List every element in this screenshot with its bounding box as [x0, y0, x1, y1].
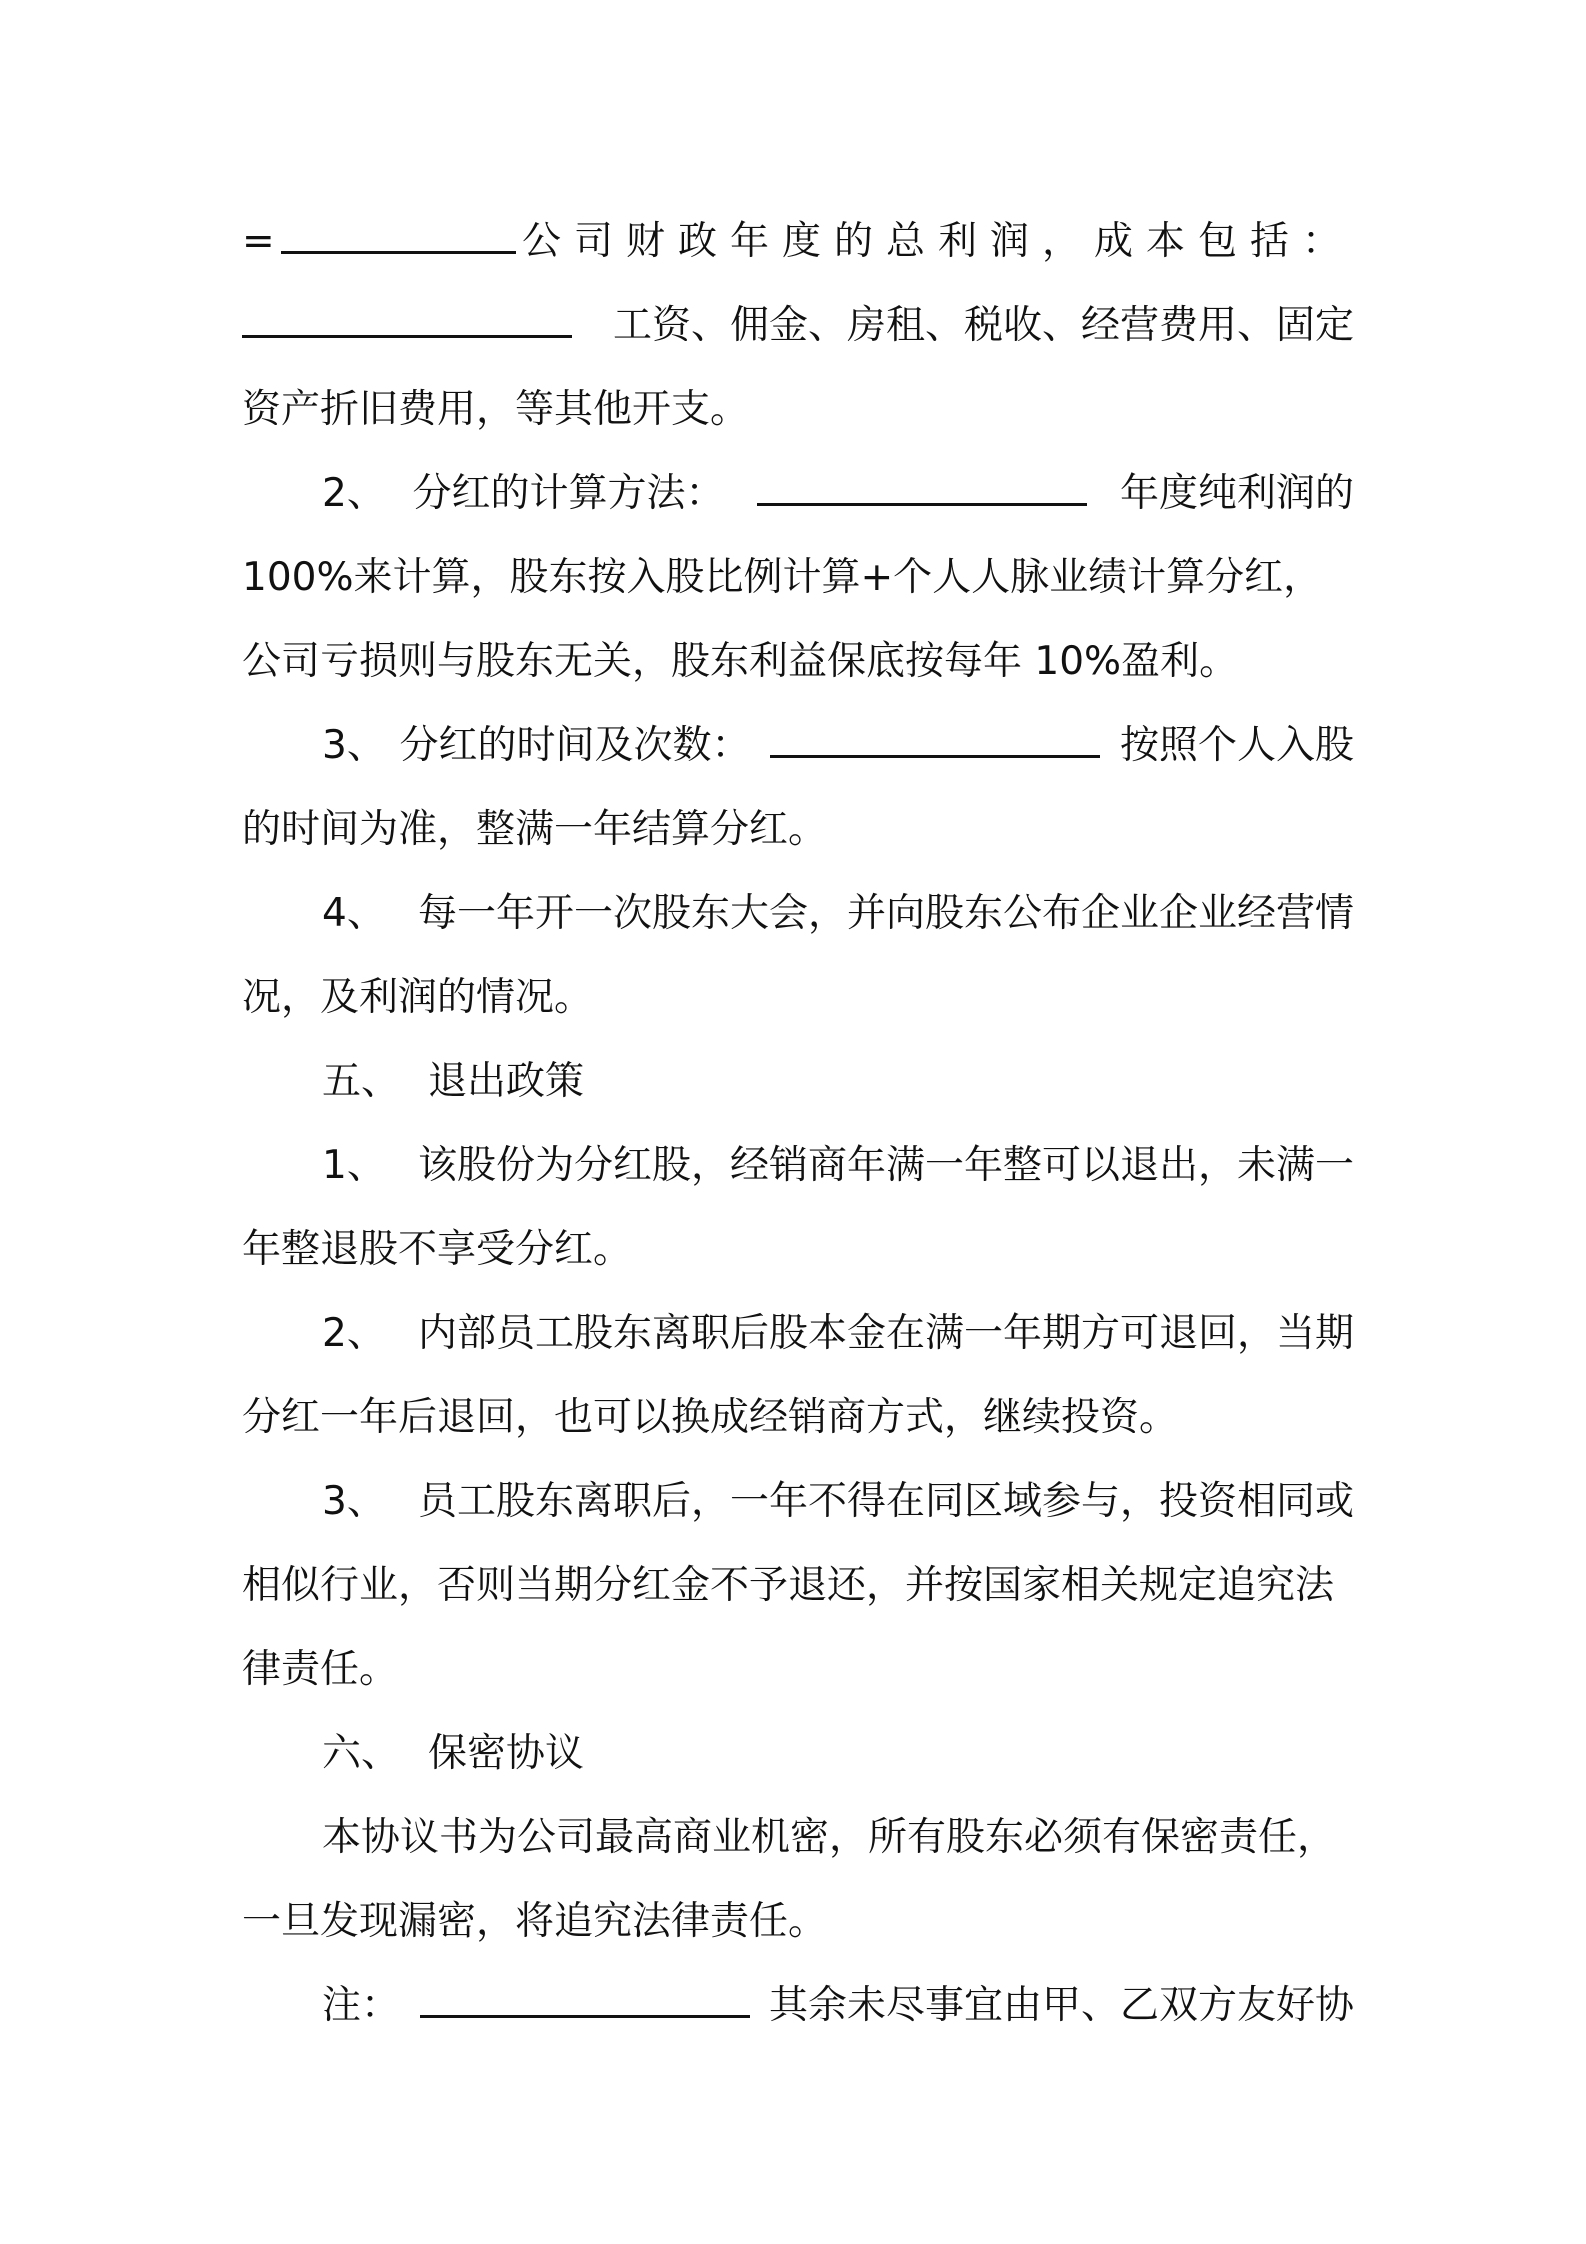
profit-definition-line: [242, 200, 1354, 284]
exit-policy-item-3-continuation: 相似行业，否则当期分红金不予退还，并按国家相关规定追究法: [242, 1563, 1335, 1608]
shareholder-meeting-continuation: 况，及利润的情况。: [242, 975, 594, 1020]
blank-field[interactable]: [242, 303, 572, 338]
item-number: 3、: [322, 723, 386, 768]
exit-policy-item-2-continuation: 分红一年后退回，也可以换成经销商方式，继续投资。: [242, 1395, 1179, 1440]
exit-policy-item-3-continuation: 律责任。: [242, 1647, 399, 1692]
item-number: 4、: [322, 891, 386, 936]
section-heading-confidentiality: [242, 1712, 1354, 1796]
dividend-calculation-text: 年度纯利润的: [1119, 471, 1354, 516]
exit-policy-item-1-continuation: 年整退股不享受分红。: [242, 1227, 633, 1272]
dividend-calculation-label: 分红的计算方法：: [412, 471, 725, 516]
dividend-time-label: 分红的时间及次数：: [399, 723, 751, 768]
item-number: 1、: [322, 1143, 386, 1188]
cost-list-continuation: 资产折旧费用，等其他开支。: [242, 387, 750, 432]
section-heading-exit-policy: [242, 1040, 1354, 1124]
confidentiality-text: 本协议书为公司最高商业机密，所有股东必须有保密责任，: [322, 1815, 1337, 1860]
exit-policy-item-2-text: 内部员工股东离职后股本金在满一年期方可退回，当期: [417, 1311, 1354, 1356]
dividend-calculation-continuation: 100%来计算，股东按入股比例计算+个人人脉业绩计算分红，: [242, 555, 1323, 600]
dividend-time-continuation: 的时间为准，整满一年结算分红。: [242, 807, 828, 852]
equals-sign: =: [242, 219, 275, 264]
exit-policy-item-2: [242, 1292, 1354, 1376]
dividend-time-line: [242, 704, 1354, 788]
item-number: 2、: [322, 471, 386, 516]
dividend-calculation-line: [242, 452, 1354, 536]
document-body: [242, 200, 1354, 2048]
section-number: 六、: [322, 1731, 401, 1776]
shareholder-meeting-text: 每一年开一次股东大会，并向股东公布企业企业经营情: [417, 891, 1354, 936]
note-line: [242, 1964, 1354, 2048]
shareholder-meeting-line: [242, 872, 1354, 956]
exit-policy-item-3: [242, 1460, 1354, 1544]
note-label: 注：: [322, 1983, 401, 2028]
exit-policy-item-3-text: 员工股东离职后，一年不得在同区域参与，投资相同或: [417, 1479, 1354, 1524]
section-title: 保密协议: [428, 1731, 585, 1776]
blank-field[interactable]: [770, 723, 1100, 758]
exit-policy-item-1-text: 该股份为分红股，经销商年满一年整可以退出，未满一: [417, 1143, 1354, 1188]
item-number: 2、: [322, 1311, 386, 1356]
blank-field[interactable]: [420, 1983, 750, 2018]
section-title: 退出政策: [428, 1059, 585, 1104]
section-number: 五、: [322, 1059, 401, 1104]
exit-policy-item-1: [242, 1124, 1354, 1208]
dividend-time-text: 按照个人入股: [1119, 723, 1354, 768]
item-number: 3、: [322, 1479, 386, 1524]
profit-definition-text: 公司财政年度的总利润，成本包括：: [521, 219, 1354, 264]
cost-list-line: [242, 284, 1354, 368]
cost-list-text: 工资、佣金、房租、税收、经营费用、固定: [612, 303, 1354, 348]
note-text: 其余未尽事宜由甲、乙双方友好协: [768, 1983, 1354, 2028]
blank-field[interactable]: [281, 219, 516, 254]
confidentiality-continuation: 一旦发现漏密，将追究法律责任。: [242, 1899, 828, 1944]
dividend-calculation-continuation: 公司亏损则与股东无关，股东利益保底按每年 10%盈利。: [242, 639, 1239, 684]
blank-field[interactable]: [757, 471, 1087, 506]
